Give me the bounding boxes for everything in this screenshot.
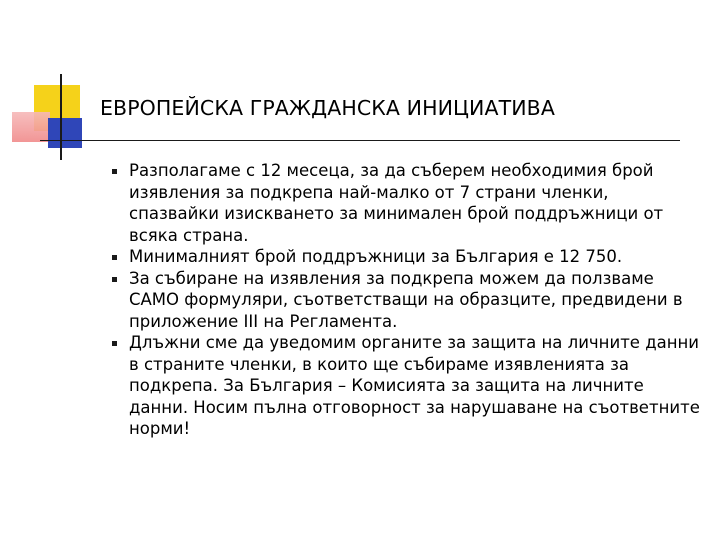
bullet-text-2: Минималният брой поддръжници за България е 12 750. [129, 247, 623, 266]
bullet-square-icon [112, 255, 117, 260]
bullet-item-2 [112, 246, 702, 268]
bullet-square-icon [112, 341, 117, 346]
logo-blue-square [48, 118, 82, 148]
bullet-text-1: Разполагаме с 12 месеца, за да съберем необходимия брой изявления за подкрепа най-малко от 7 страни членки, спазвайки изискването за минимален брой поддръжници от всяка страна. [129, 161, 664, 245]
bullet-text-3: За събиране на изявления за подкрепа можем да ползваме САМО формуляри, съответстващи на образците, предвидени в приложение III на Регламента. [129, 268, 683, 331]
bullet-item-1 [112, 160, 702, 246]
logo-pink-square [12, 112, 50, 142]
bullet-text-4: Длъжни сме да уведомим органите за защита на личните данни в страните членки, в които ще събираме изявленията за подкрепа. За България – Комисията за защита на личните данни. Носим пълна отговорност за нарушаване на съответните норми! [129, 333, 700, 438]
bullet-square-icon [112, 169, 117, 174]
slide-title: ЕВРОПЕЙСКА ГРАЖДАНСКА ИНИЦИАТИВА [100, 96, 555, 120]
logo-vertical-line [60, 74, 62, 160]
bullet-item-3 [112, 268, 702, 333]
title-divider-line [40, 140, 680, 141]
bullet-item-4 [112, 332, 702, 440]
bullet-list [112, 160, 702, 440]
bullet-square-icon [112, 277, 117, 282]
